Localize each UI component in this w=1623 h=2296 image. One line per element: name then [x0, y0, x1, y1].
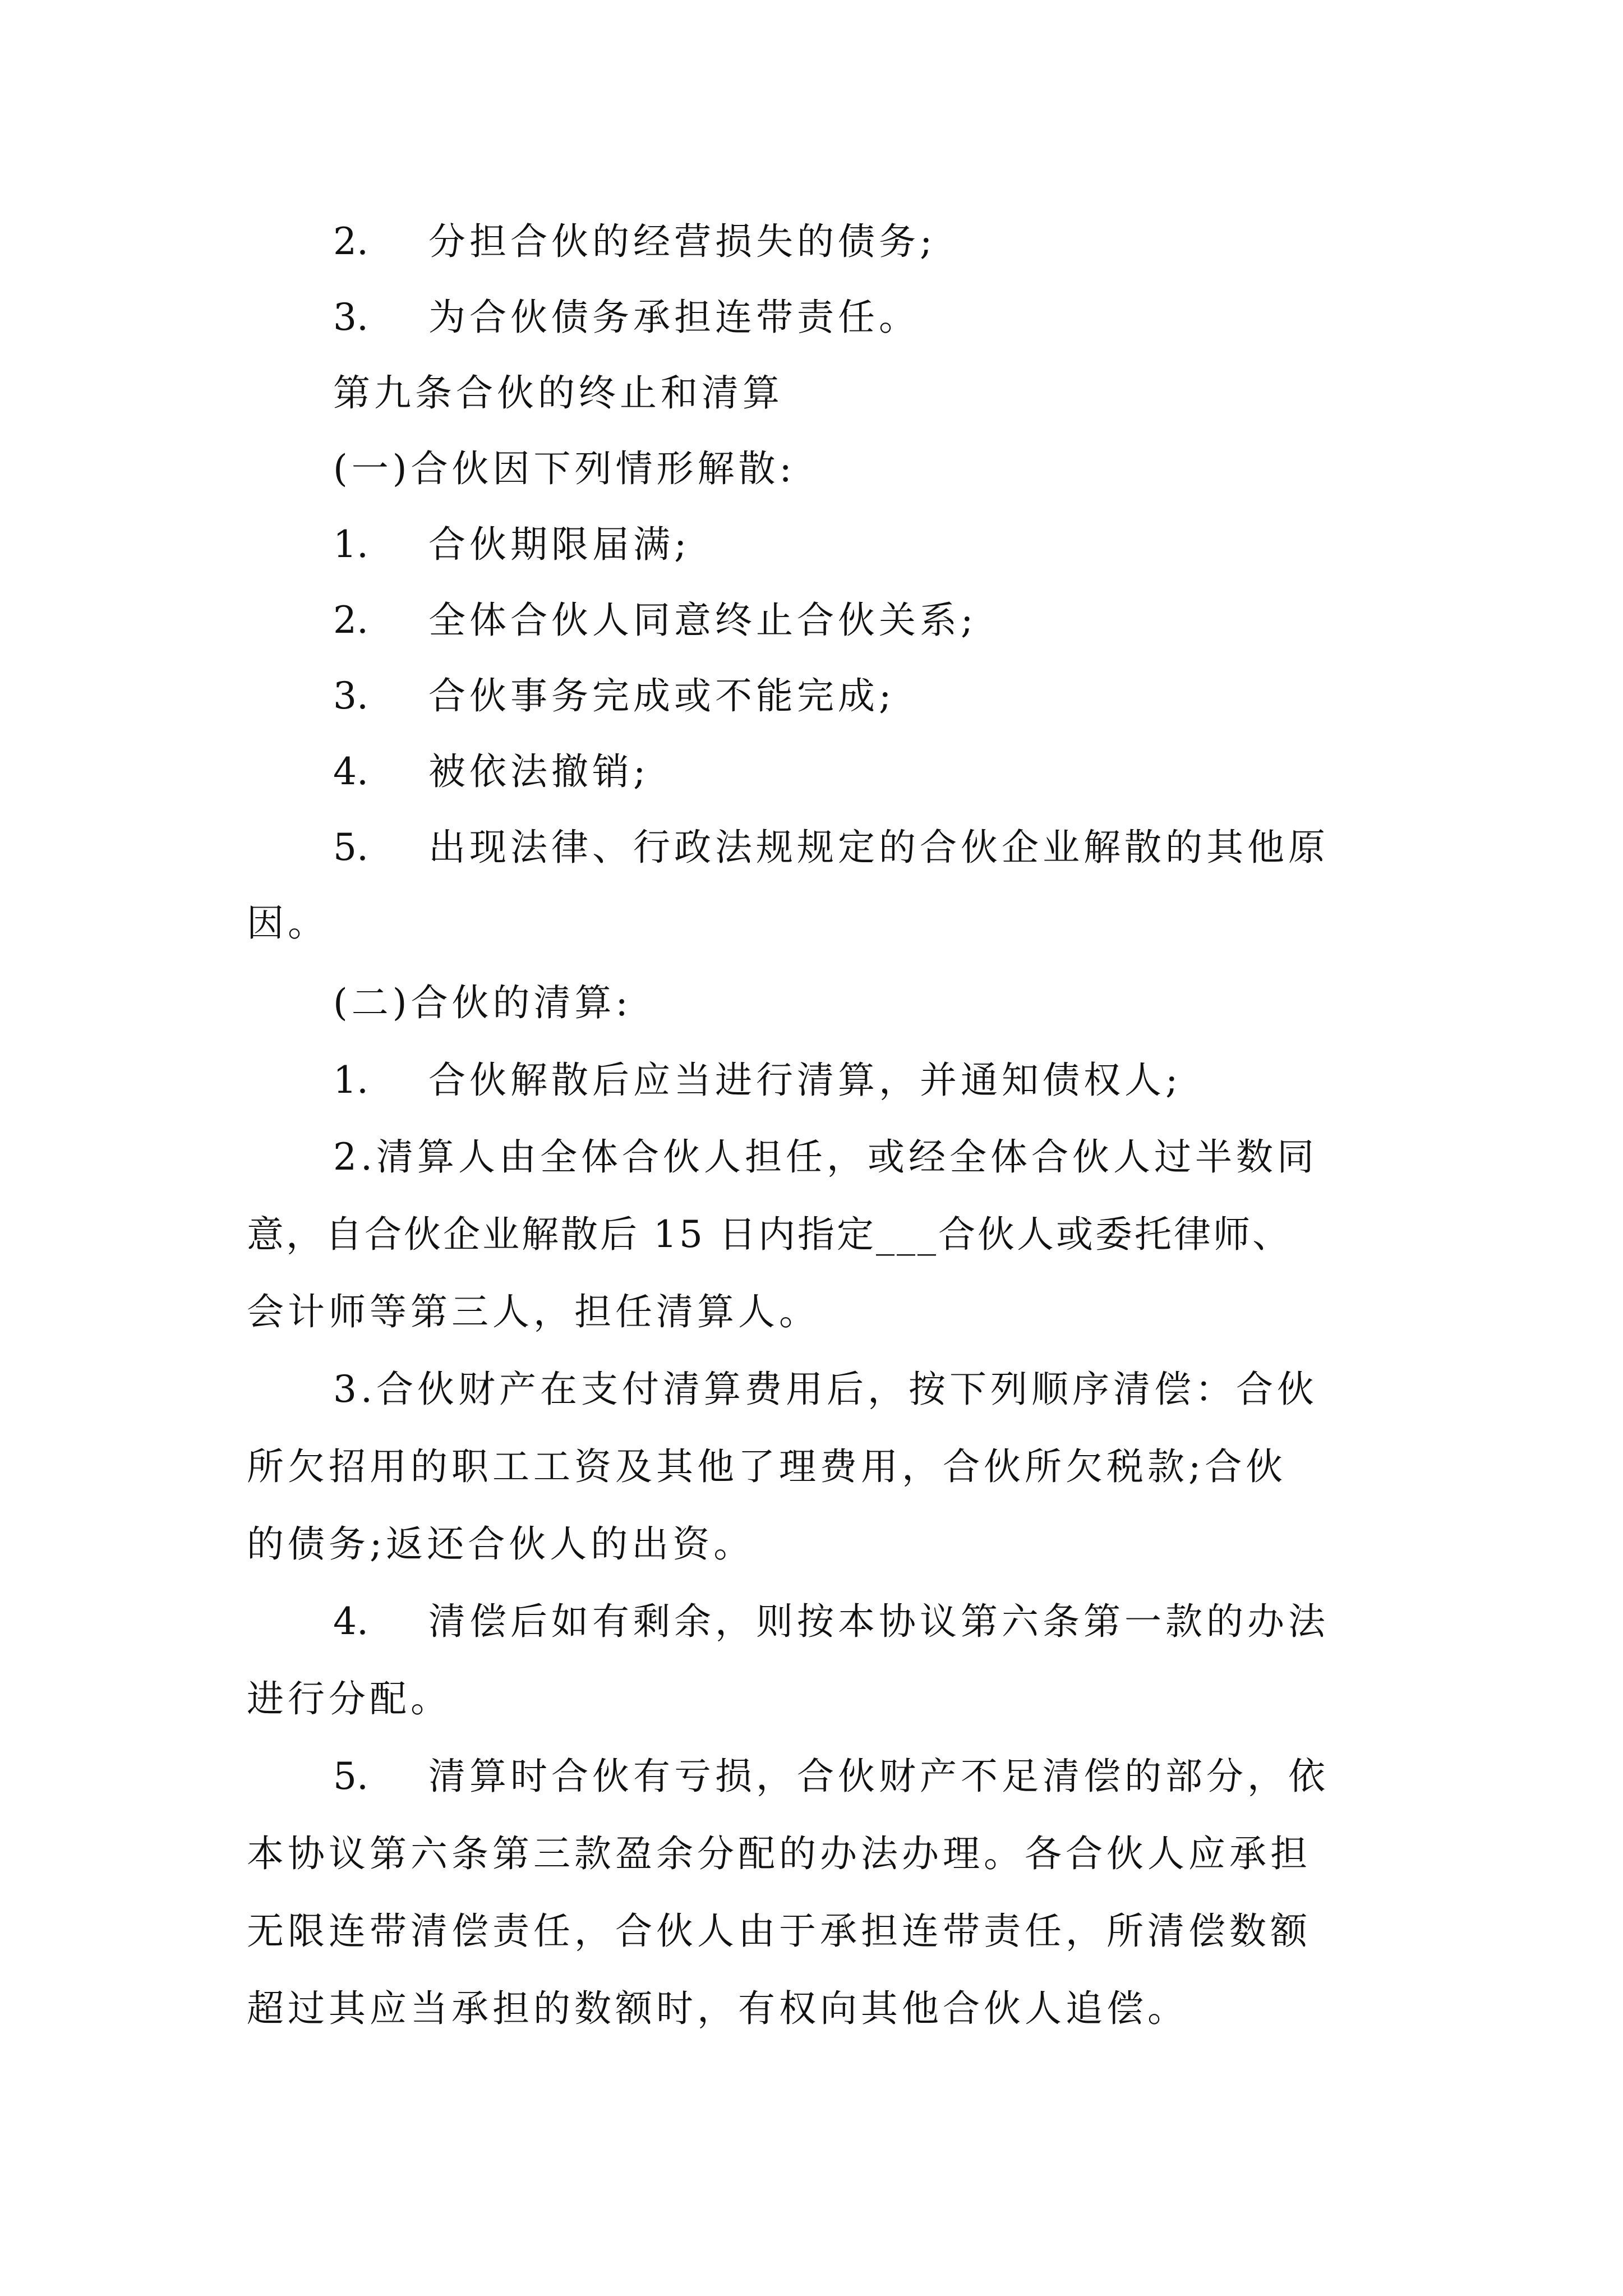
paragraph-line: [247, 1522, 755, 1566]
item-line: [333, 1755, 1329, 1798]
item-text: 清算时合伙有亏损，合伙财产不足清偿的部分，依: [428, 1755, 1329, 1798]
paragraph-line: [247, 1832, 1311, 1875]
paragraph-line: [333, 1135, 1318, 1179]
subsection-heading: [333, 447, 796, 490]
item-line: [333, 599, 978, 642]
item-text: 合伙解散后应当进行清算，并通知债权人;: [428, 1059, 1182, 1102]
paragraph-text: 3.合伙财产在支付清算费用后，按下列顺序清偿：合伙: [333, 1368, 1318, 1411]
item-line: [333, 674, 896, 717]
paragraph-line: [247, 1910, 1311, 1953]
item-number: 4.: [333, 750, 368, 793]
item-number: 4.: [333, 1600, 368, 1643]
paragraph-text: 2.清算人由全体合伙人担任，或经全体合伙人过半数同: [333, 1135, 1318, 1179]
item-text: 合伙事务完成或不能完成;: [428, 674, 896, 717]
item-line: [333, 750, 650, 793]
paragraph-line: [247, 1213, 1292, 1256]
item-number: 5.: [333, 826, 368, 869]
item-text: 被依法撤销;: [428, 750, 650, 793]
paragraph-text: 意，自合伙企业解散后 15 日内指定___合伙人或委托律师、: [247, 1213, 1292, 1256]
item-text: 清偿后如有剩余，则按本协议第六条第一款的办法: [428, 1600, 1329, 1643]
paragraph-text: 超过其应当承担的数额时，有权向其他合伙人追偿。: [247, 1987, 1188, 2030]
item-text: 分担合伙的经营损失的债务;: [428, 220, 937, 263]
item-text: 出现法律、行政法规规定的合伙企业解散的其他原: [428, 826, 1329, 869]
paragraph-text: 无限连带清偿责任，合伙人由于承担连带责任，所清偿数额: [247, 1910, 1311, 1953]
item-text: 全体合伙人同意终止合伙关系;: [428, 599, 978, 642]
paragraph-text: 本协议第六条第三款盈余分配的办法办理。各合伙人应承担: [247, 1832, 1311, 1875]
item-number: 3.: [333, 296, 368, 339]
section-heading-text: 第九条合伙的终止和清算: [333, 371, 783, 415]
subsection-heading-text: (二)合伙的清算:: [333, 981, 632, 1024]
item-number: 1.: [333, 523, 368, 566]
paragraph-text: 因。: [247, 901, 329, 945]
paragraph-line: [247, 1445, 1287, 1488]
paragraph-line: [247, 1677, 451, 1720]
paragraph-line: [247, 901, 329, 945]
item-text: 合伙期限届满;: [428, 523, 691, 566]
item-number: 1.: [333, 1059, 368, 1102]
item-number: 2.: [333, 220, 368, 263]
item-number: 2.: [333, 599, 368, 642]
paragraph-text: 进行分配。: [247, 1677, 451, 1720]
item-line: [333, 1600, 1329, 1643]
subsection-heading: [333, 981, 632, 1024]
paragraph-text: 所欠招用的职工工资及其他了理费用，合伙所欠税款;合伙: [247, 1445, 1287, 1488]
subsection-heading-text: (一)合伙因下列情形解散:: [333, 447, 796, 490]
paragraph-line: [247, 1987, 1188, 2030]
section-heading: [333, 371, 783, 415]
paragraph-line: [247, 1290, 820, 1333]
paragraph-text: 会计师等第三人，担任清算人。: [247, 1290, 820, 1333]
item-line: [333, 296, 920, 339]
item-line: [333, 220, 937, 263]
item-line: [333, 523, 691, 566]
item-number: 5.: [333, 1755, 368, 1798]
paragraph-line: [333, 1368, 1318, 1411]
item-number: 3.: [333, 674, 368, 717]
item-line: [333, 826, 1329, 869]
paragraph-text: 的债务;返还合伙人的出资。: [247, 1522, 755, 1566]
item-line: [333, 1059, 1182, 1102]
item-text: 为合伙债务承担连带责任。: [428, 296, 920, 339]
